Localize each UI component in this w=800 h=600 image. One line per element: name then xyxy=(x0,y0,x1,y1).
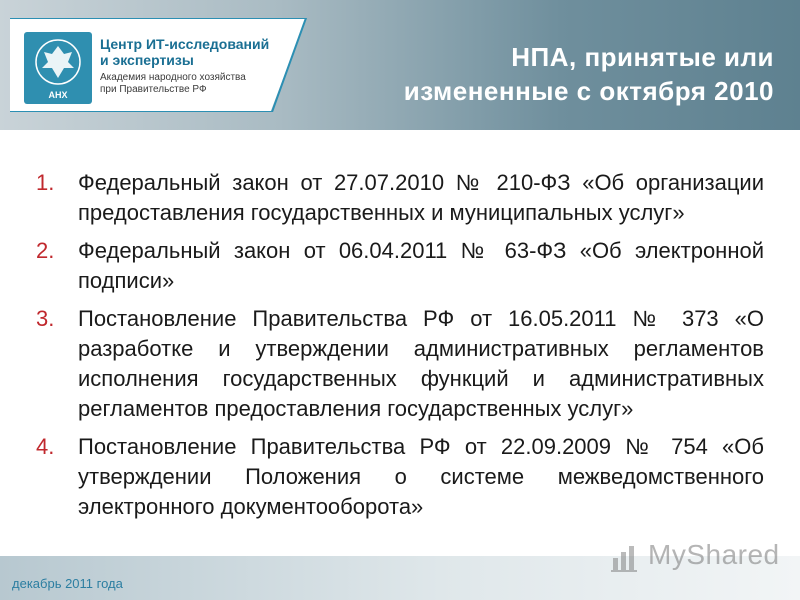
slide-title xyxy=(324,40,774,108)
watermark-text: MyShared xyxy=(648,539,780,570)
org-subtitle-line1: Академия народного хозяйства xyxy=(100,72,246,83)
footer-date: декабрь 2011 года xyxy=(12,576,123,591)
list-item-number: 1. xyxy=(36,170,55,195)
list-item-number: 2. xyxy=(36,238,55,263)
list-item-text: Федеральный закон от 27.07.2010 № 210-ФЗ «Об организации предоставления государственных и муниципальных услуг» xyxy=(78,170,764,225)
org-name xyxy=(100,36,290,68)
org-name-line1: Центр ИТ-исследований xyxy=(100,36,270,52)
list-item-number: 3. xyxy=(36,306,55,331)
list-item xyxy=(36,168,764,228)
list-item xyxy=(36,432,764,522)
list-item-text: Федеральный закон от 06.04.2011 № 63-ФЗ «Об электронной подписи» xyxy=(78,238,764,293)
slide-title-line1: НПА, принятые или xyxy=(511,42,774,72)
org-subtitle xyxy=(100,72,290,96)
org-subtitle-line2: при Правительстве РФ xyxy=(100,84,207,95)
watermark-chart-icon xyxy=(610,540,644,574)
document-list xyxy=(36,168,764,530)
org-name-line2: и экспертизы xyxy=(100,52,194,68)
emblem-letters: АНХ xyxy=(48,90,68,100)
eagle-emblem-icon xyxy=(24,32,92,104)
list-item xyxy=(36,304,764,424)
list-item-text: Постановление Правительства РФ от 16.05.2011 № 373 «О разработке и утверждении административных регламентов исполнения государственных функций и административных регламентов предоставления государственных услуг» xyxy=(78,306,764,421)
list-item xyxy=(36,236,764,296)
list-item-text: Постановление Правительства РФ от 22.09.2009 № 754 «Об утверждении Положения о системе межведомственного электронного документооборота» xyxy=(78,434,764,519)
slide-title-line2: измененные с октября 2010 xyxy=(403,76,774,106)
list-item-number: 4. xyxy=(36,434,55,459)
